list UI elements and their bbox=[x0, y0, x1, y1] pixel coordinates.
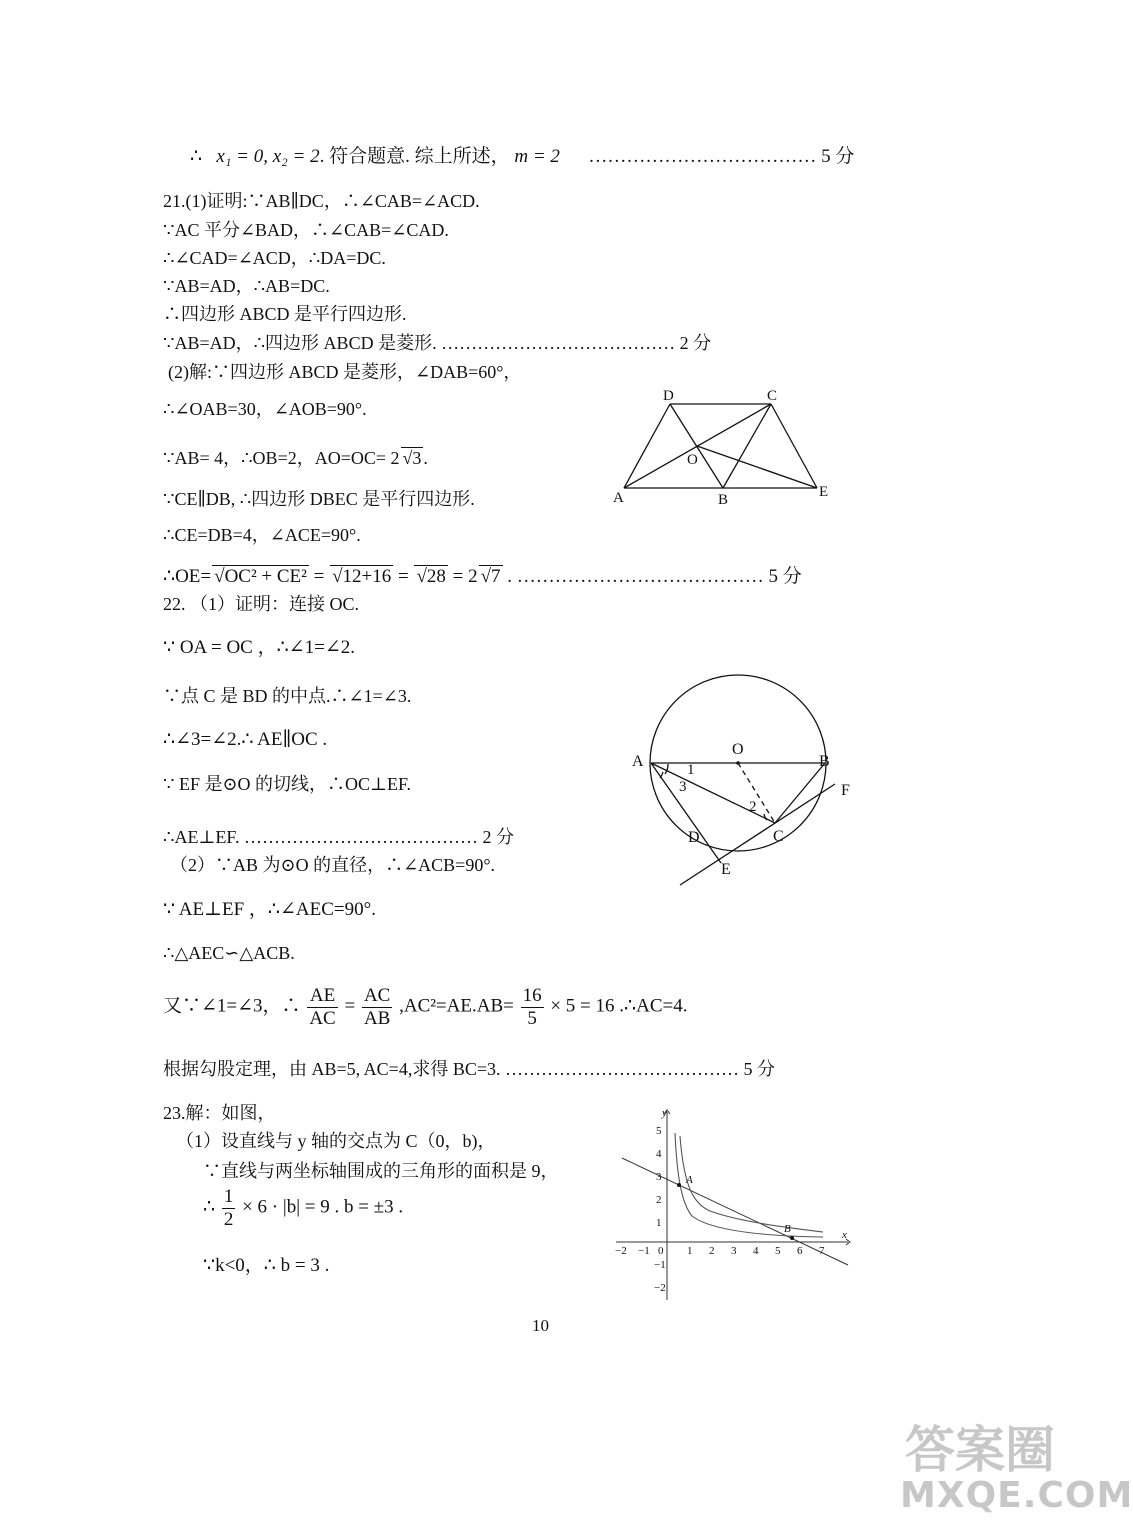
q21-line-2: ∵AC 平分∠BAD，∴∠CAB=∠CAD. bbox=[163, 220, 449, 240]
q22-line-7: （2）∵AB 为⊙O 的直径，∴∠ACB=90°. bbox=[170, 855, 496, 875]
svg-text:−1: −1 bbox=[638, 1245, 650, 1257]
fraction-1-2: $\frac{1}{2}$ bbox=[223, 1186, 234, 1230]
q23-line-3: ∵直线与两坐标轴围成的三角形的面积是 9， bbox=[203, 1161, 559, 1181]
svg-text:1: 1 bbox=[687, 1245, 693, 1257]
q22-line-1: 22. （1）证明：连接 OC. bbox=[163, 594, 360, 614]
arc-angle-1 bbox=[665, 764, 668, 774]
watermark-logo: 答案圈 bbox=[905, 1421, 1055, 1479]
svg-text:2: 2 bbox=[656, 1194, 662, 1206]
label-D: D bbox=[688, 829, 700, 846]
label-A: A bbox=[632, 753, 644, 770]
q22-figure bbox=[620, 680, 870, 890]
label-E: E bbox=[819, 484, 829, 500]
q23-line-2: （1）设直线与 y 轴的交点为 C（0，b)， bbox=[176, 1131, 496, 1151]
svg-text:3: 3 bbox=[656, 1171, 662, 1183]
svg-text:−2: −2 bbox=[615, 1245, 627, 1257]
label-B: B bbox=[819, 753, 830, 770]
q21-line-5: ∴四边形 ABCD 是平行四边形. bbox=[163, 304, 407, 324]
label-D: D bbox=[663, 388, 674, 404]
q21-line-10: ∵CE∥DB, ∴四边形 DBEC 是平行四边形. bbox=[163, 489, 475, 509]
line-DB bbox=[670, 404, 723, 488]
q22-line-2: ∵ OA = OC ，∴∠1=∠2. bbox=[163, 637, 355, 658]
q22-line-3: ∵点 C 是 BD 的中点.∴∠1=∠3. bbox=[163, 686, 412, 706]
q21-line-8: ∴∠OAB=30，∠AOB=90°. bbox=[163, 399, 367, 419]
label-E: E bbox=[721, 861, 731, 878]
svg-text:5: 5 bbox=[656, 1125, 662, 1137]
label-O: O bbox=[687, 452, 698, 468]
line-OE bbox=[697, 446, 817, 488]
svg-text:7: 7 bbox=[819, 1245, 825, 1257]
line-AE bbox=[651, 763, 721, 863]
label-O: O bbox=[732, 741, 744, 758]
point-label-B: B bbox=[784, 1223, 791, 1235]
q22-line-11: 根据勾股定理，由 AB=5, AC=4,求得 BC=3. ………………………………… 5 分 bbox=[163, 1059, 775, 1079]
fraction-AE-AC: $\frac{AE}{AC}$ bbox=[309, 985, 336, 1029]
label-C: C bbox=[773, 828, 784, 845]
q21-line-4: ∵AB=AD，∴AB=DC. bbox=[163, 276, 330, 296]
svg-text:0: 0 bbox=[658, 1245, 664, 1257]
line-CB bbox=[775, 763, 825, 823]
q23-line-1: 23.解：如图， bbox=[163, 1103, 276, 1123]
fraction-16-5: $\frac{16}{5}$ bbox=[522, 985, 542, 1029]
q23-graph bbox=[610, 1108, 855, 1303]
svg-text:2: 2 bbox=[709, 1245, 715, 1257]
q23-line-4: ∴ $\frac{1}{2}$ × 6 · |b| = 9 . b = ±3 . bbox=[203, 1186, 404, 1230]
q21-figure bbox=[605, 384, 845, 514]
q20-conclusion: ∴ x₁ = 0, x₂ = 2. 符合题意. 综上所述， m = 2 ……………………………… 5 分 bbox=[190, 146, 855, 167]
axis-label-x: x bbox=[842, 1229, 847, 1241]
svg-text:−2: −2 bbox=[654, 1282, 666, 1294]
q22-line-8: ∵ AE⊥EF ，∴∠AEC=90°. bbox=[163, 899, 376, 920]
axis-label-y: y bbox=[662, 1107, 667, 1119]
point-label-A: A bbox=[686, 1174, 693, 1186]
svg-text:6: 6 bbox=[797, 1245, 803, 1257]
q21-line-12: ∴OE= √OC² + CE² = √12+16 = √28 = 2 √7 . ………………………………… 5 分 bbox=[163, 566, 802, 587]
q23-line-5: ∵k<0，∴ b = 3 . bbox=[203, 1255, 330, 1276]
line-CB bbox=[723, 404, 771, 488]
svg-text:5: 5 bbox=[775, 1245, 781, 1257]
svg-text:3: 3 bbox=[731, 1245, 737, 1257]
label-A: A bbox=[613, 490, 624, 506]
label-F: F bbox=[841, 782, 850, 799]
q21-line-6: ∵AB=AD，∴四边形 ABCD 是菱形. ………………………………… 2 分 bbox=[163, 333, 712, 353]
svg-text:4: 4 bbox=[753, 1245, 759, 1257]
page-number: 10 bbox=[532, 1316, 549, 1335]
watermark-url: MXQE.COM bbox=[900, 1475, 1133, 1516]
q21-line-9: ∵AB= 4，∴OB=2，AO=OC= 2 √3 . bbox=[163, 448, 428, 468]
fraction-AC-AB: $\frac{AC}{AB}$ bbox=[363, 985, 391, 1029]
q21-line-3: ∴∠CAD=∠ACD，∴DA=DC. bbox=[163, 248, 386, 268]
q22-line-9: ∴△AEC∽△ACB. bbox=[163, 943, 295, 963]
curve-2 bbox=[680, 1136, 823, 1232]
q21-line-11: ∴CE=DB=4，∠ACE=90°. bbox=[163, 525, 361, 545]
label-angle-2: 2 bbox=[749, 799, 757, 815]
line-CE bbox=[771, 404, 817, 488]
q22-line-10: 又∵∠1=∠3，∴ $\frac{AE}{AC}$ = $\frac{AC}{AB}$ ,AC²=AE.AB= $\frac{16}{5}$ × 5 = 16 .∴AC=4. bbox=[163, 985, 688, 1029]
q21-line-1: 21.(1)证明:∵AB∥DC，∴∠CAB=∠ACD. bbox=[163, 191, 480, 211]
q22-line-5: ∵ EF 是⊙O 的切线，∴OC⊥EF. bbox=[163, 774, 412, 794]
label-angle-3: 3 bbox=[679, 779, 687, 795]
q22-line-6: ∴AE⊥EF. ………………………………… 2 分 bbox=[163, 827, 514, 847]
label-angle-1: 1 bbox=[687, 762, 695, 778]
arc-angle-2 bbox=[764, 814, 767, 820]
svg-text:4: 4 bbox=[656, 1148, 662, 1160]
svg-text:−1: −1 bbox=[654, 1259, 666, 1271]
tangent-EF bbox=[680, 784, 835, 885]
label-B: B bbox=[718, 492, 729, 508]
q21-line-7: (2)解:∵四边形 ABCD 是菱形，∠DAB=60°， bbox=[168, 362, 522, 382]
q22-line-4: ∴∠3=∠2.∴ AE∥OC . bbox=[163, 729, 328, 750]
label-C: C bbox=[767, 388, 778, 404]
svg-text:1: 1 bbox=[656, 1217, 662, 1229]
